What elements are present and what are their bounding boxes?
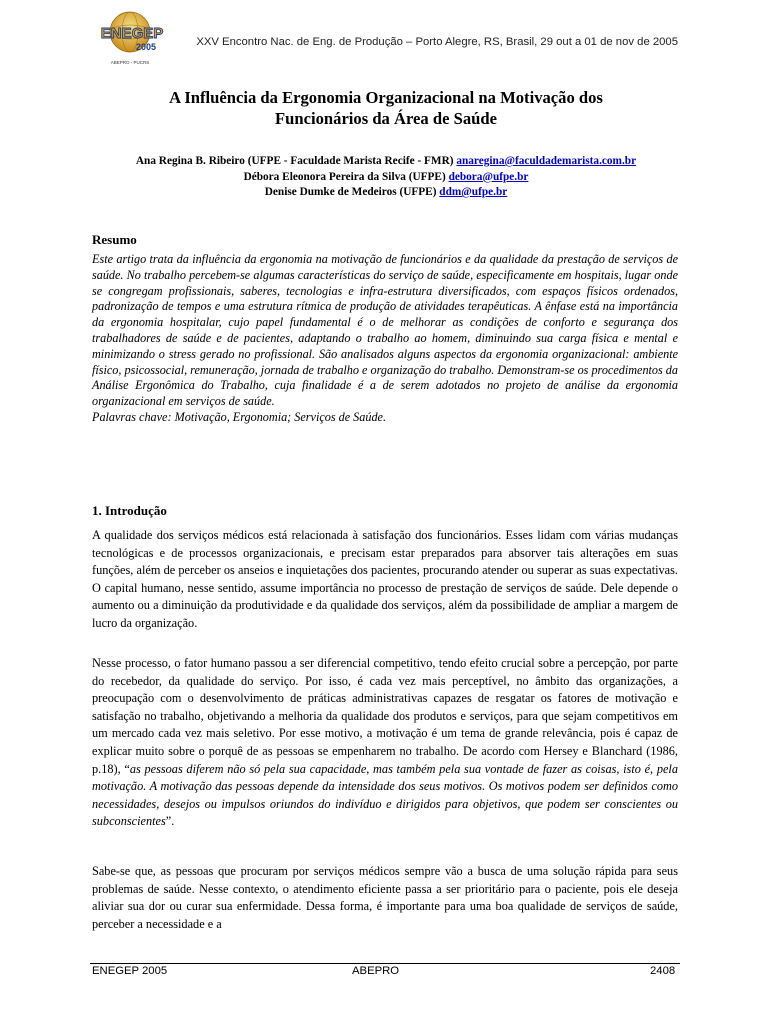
author-line: Débora Eleonora Pereira da Silva (UFPE) debora@ufpe.br bbox=[243, 170, 529, 183]
abstract-text bbox=[92, 252, 678, 426]
intro-paragraph-1: A qualidade dos serviços médicos está relacionada à satisfação dos funcionários. Esses lidam com várias mudanças tecnológicas e de processos organizacionais, e precisam estar preparados para absorver tais alterações em suas funções, além de perceber os anseios e inquietações dos pacientes, procurando atender ou superar as suas expectativas. O capital humano, nesse sentido, assume importância no processo de prestação de serviços de saúde. Dele depende o aumento ou a diminuição da produtividade e da qualidade dos serviços, além da possibilidade de ampliar a margem de lucro da organização. bbox=[92, 528, 678, 630]
author-list bbox=[90, 154, 682, 201]
keywords: Palavras chave: Motivação, Ergonomia; Serviços de Saúde. bbox=[92, 409, 386, 424]
conference-header: XXV Encontro Nac. de Eng. de Produção – Porto Alegre, RS, Brasil, 29 out a 01 de nov de 2005 bbox=[196, 36, 678, 48]
page-header bbox=[90, 10, 682, 70]
author-email-link[interactable]: ddm@ufpe.br bbox=[439, 186, 508, 198]
footer-center: ABEPRO bbox=[352, 965, 400, 977]
page-number: 2408 bbox=[650, 965, 676, 977]
author-email-link[interactable]: debora@ufpe.br bbox=[448, 170, 529, 183]
footer-left: ENEGEP 2005 bbox=[92, 965, 168, 977]
author-email-link[interactable]: anaregina@faculdademarista.com.br bbox=[456, 155, 637, 167]
enegep-logo bbox=[90, 10, 180, 68]
intro-heading: 1. Introdução bbox=[92, 503, 167, 518]
author-line: Denise Dumke de Medeiros (UFPE) ddm@ufpe.br bbox=[264, 186, 508, 198]
author-line: Ana Regina B. Ribeiro (UFPE - Faculdade Marista Recife - FMR) anaregina@faculdademarista.com.br bbox=[135, 155, 637, 167]
svg-text:2005: 2005 bbox=[135, 42, 157, 52]
svg-text:ENEGEP: ENEGEP bbox=[100, 25, 164, 42]
paper-title: A Influência da Ergonomia Organizacional na Motivação dos Funcionários da Área de Saúde bbox=[169, 88, 603, 128]
abstract-heading: Resumo bbox=[92, 232, 137, 247]
abstract-body: Este artigo trata da influência da ergonomia na motivação de funcionários e da qualidade da prestação de serviços de saúde. No trabalho percebem-se algumas características do serviço de saúde, especificamente em hospitais, lugar onde se congregam profissionais, saberes, tecnologias e infra-estrutura diversificados, com espaços físicos ordenados, padronização de tempos e uma estrutura rítmica de produção de atividades terapêuticas. A ênfase está na importância da ergonomia hospitalar, cujo papel fundamental é o de melhorar as condições de conforto e segurança dos trabalhadores de saúde e de pacientes, adaptando o trabalho ao homem, diminuindo sua carga física e mental e minimizando o stress gerado no profissional. São analisados alguns aspectos da ergonomia organizacional: ambiente físico, psicossocial, remuneração, jornada de trabalho e organização do trabalho. Demonstram-se os procedimentos da Análise Ergonômica do Trabalho, cuja finalidade é a de serem adotados no projeto de análise da ergonomia organizacional em serviços de saúde. bbox=[92, 252, 678, 409]
footer-divider bbox=[90, 963, 680, 964]
intro-paragraph-2: Nesse processo, o fator humano passou a ser diferencial competitivo, tendo efeito crucial sobre a percepção, por parte do recebedor, da qualidade do serviço. Por isso, é cada vez mais perceptível, no âmbito das organizações, a preocupação com o desenvolvimento de práticas administrativas capazes de resgatar os fatores de motivação e satisfação no trabalho, objetivando a melhoria da qualidade dos produtos e serviços, para que sejam competitivos em um mercado cada vez mais seletivo. Por esse motivo, a motivação é um tema de grande relevância, pois é capaz de explicar muito sobre o porquê de as pessoas se empenharem no trabalho. De acordo com Hersey e Blanchard (1986, p.18), “as pessoas diferem não só pela sua capacidade, mas também pela sua vontade de fazer as coisas, isto é, pela motivação. A motivação das pessoas depende da intensidade dos seus motivos. Os motivos podem ser definidos como necessidades, desejos ou impulsos oriundos do indivíduo e dirigidos para objetivos, que podem ser conscientes ou subconscientes”. bbox=[92, 656, 678, 829]
intro-paragraph-3: Sabe-se que, as pessoas que procuram por serviços médicos sempre vão a busca de uma solução rápida para seus problemas de saúde. Nesse contexto, o atendimento eficiente passa a ser prioritário para o paciente, pois ele deseja aliviar sua dor ou curar sua enfermidade. Dessa forma, é importante para uma boa qualidade de serviços de saúde, perceber a necessidade e a bbox=[92, 864, 678, 931]
quotation: as pessoas diferem não só pela sua capacidade, mas também pela sua vontade de fazer as coisas, isto é, pela motivação. A motivação das pessoas depende da intensidade dos seus motivos. Os motivos podem ser definidos como necessidades, desejos ou impulsos oriundos do indivíduo e dirigidos para objetivos, que podem ser conscientes ou subconscientes bbox=[92, 761, 678, 829]
svg-text:ABEPRO - PUCRS: ABEPRO - PUCRS bbox=[110, 60, 150, 65]
